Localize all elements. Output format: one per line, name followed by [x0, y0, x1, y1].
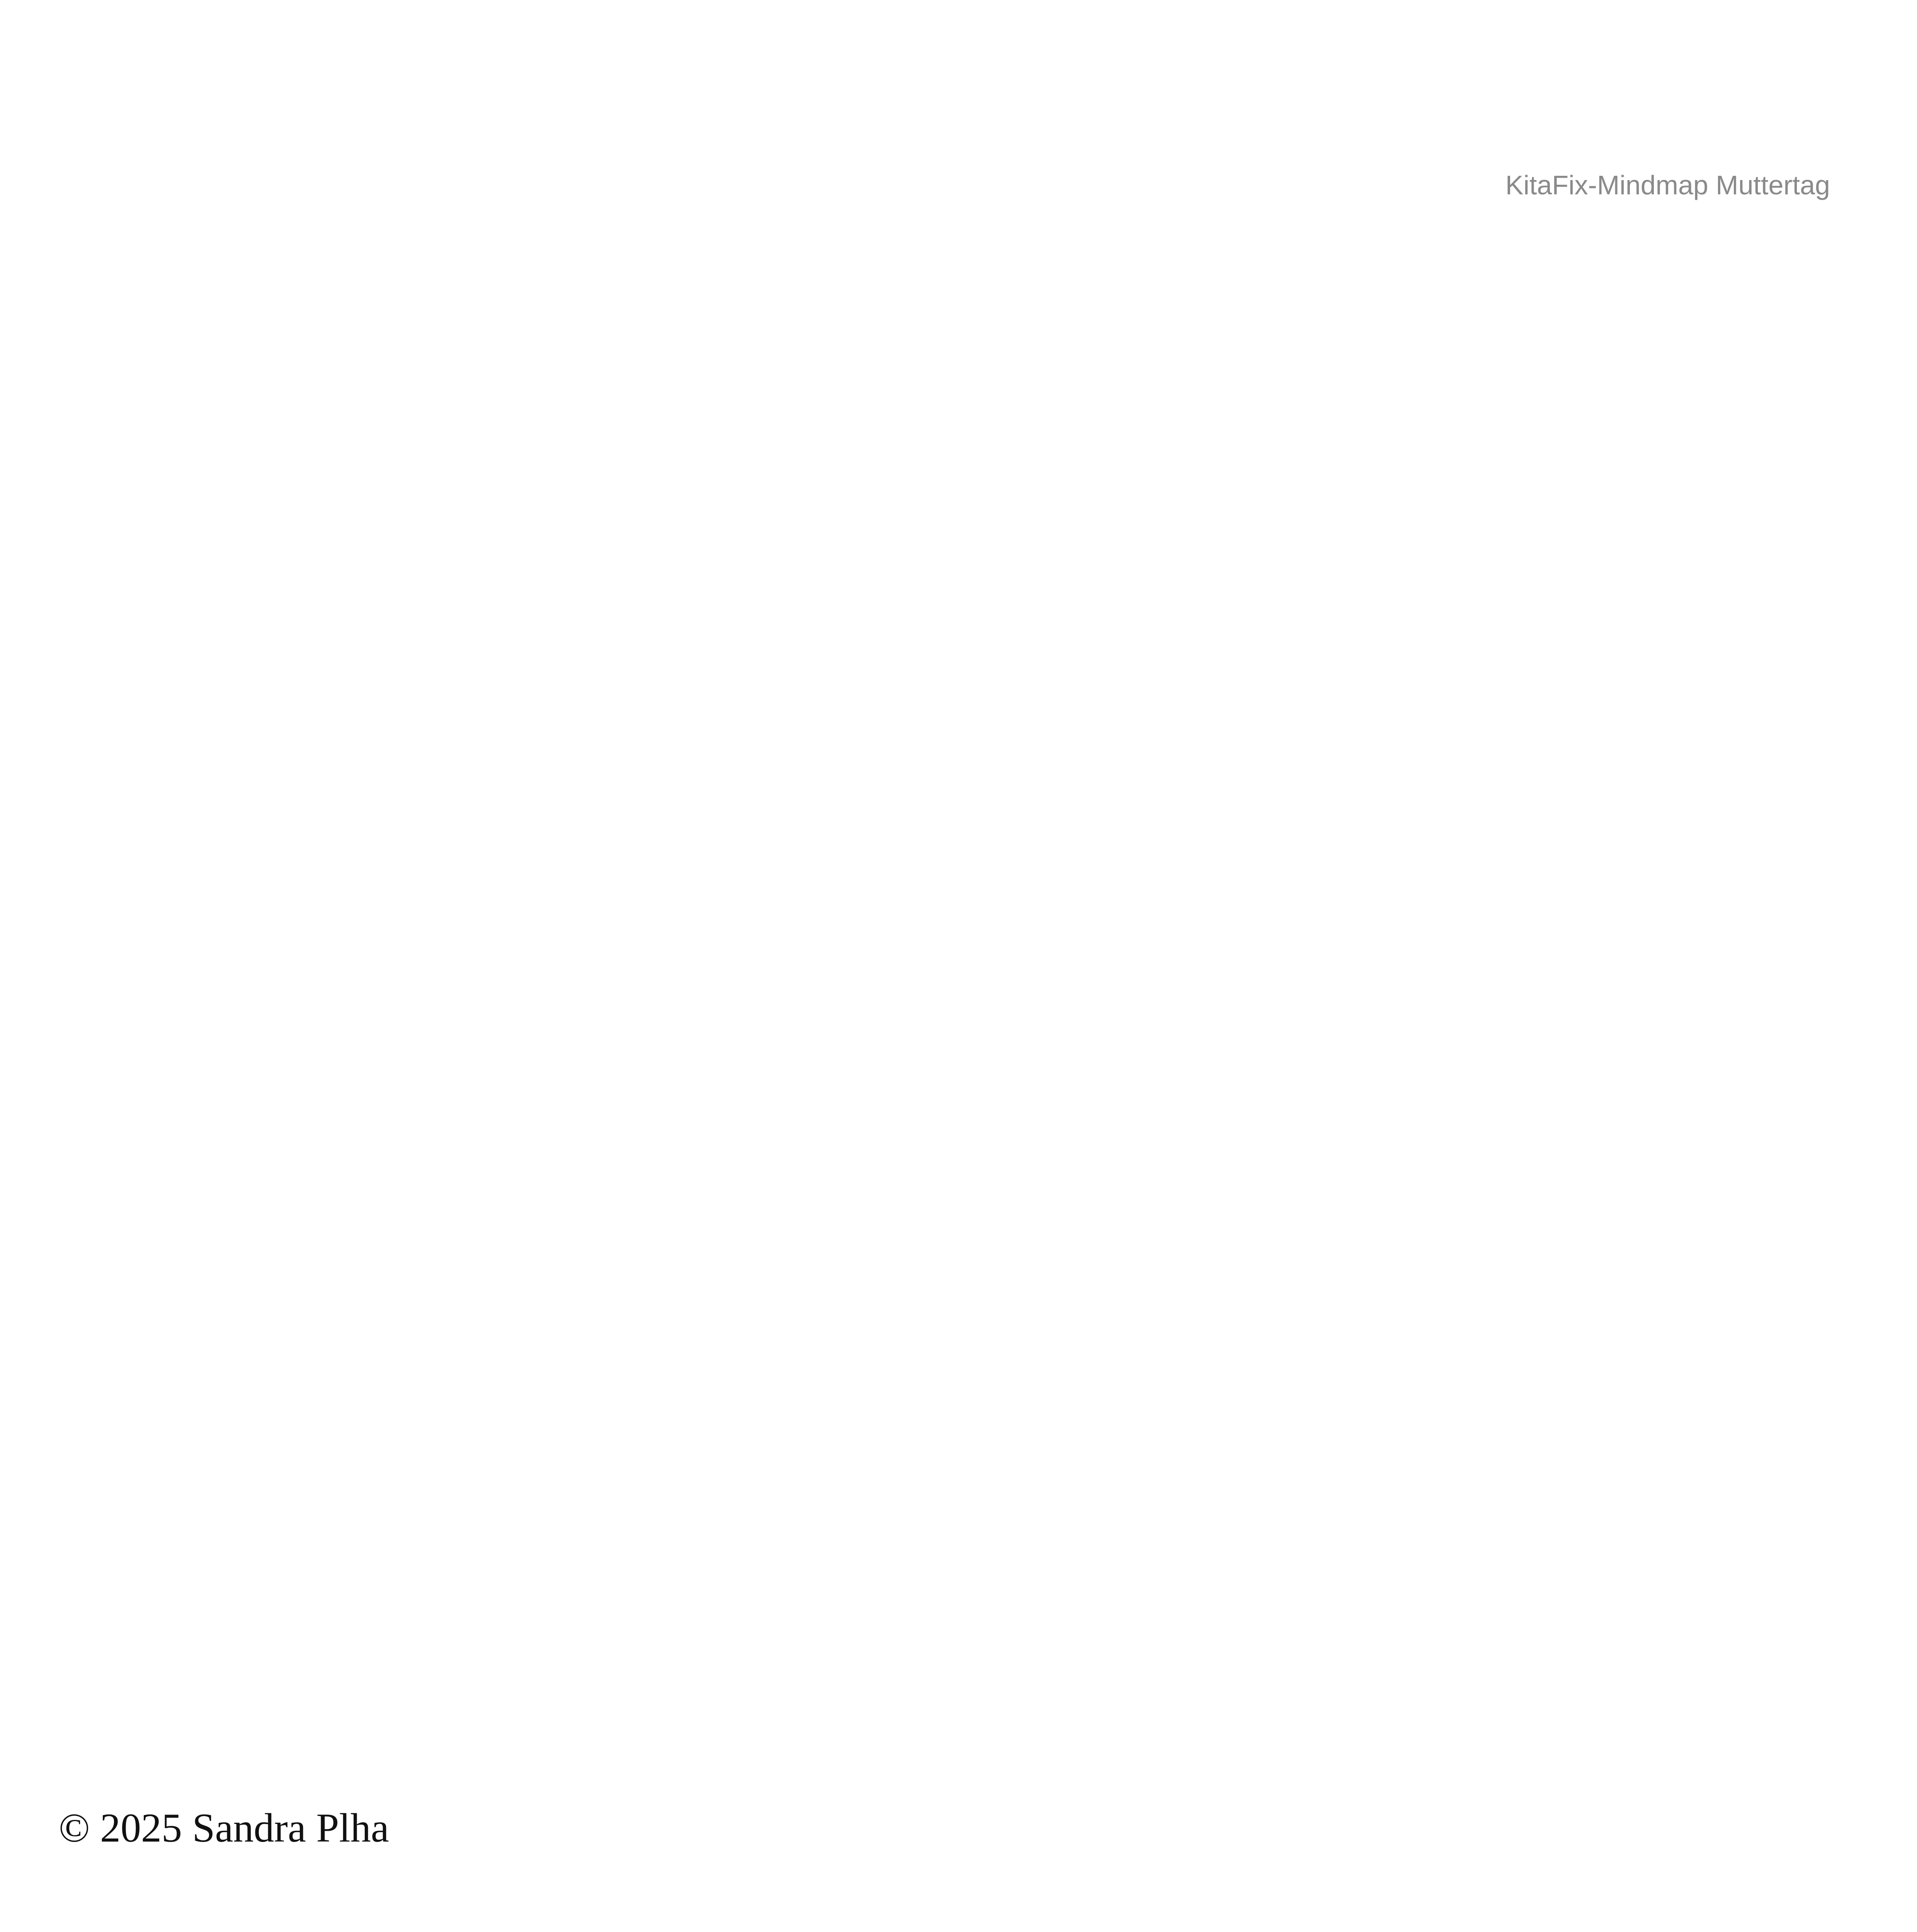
- copyright-notice: © 2025 Sandra Plha: [59, 1805, 389, 1850]
- running-header-title: KitaFix-Mindmap Muttertag: [1505, 170, 1830, 200]
